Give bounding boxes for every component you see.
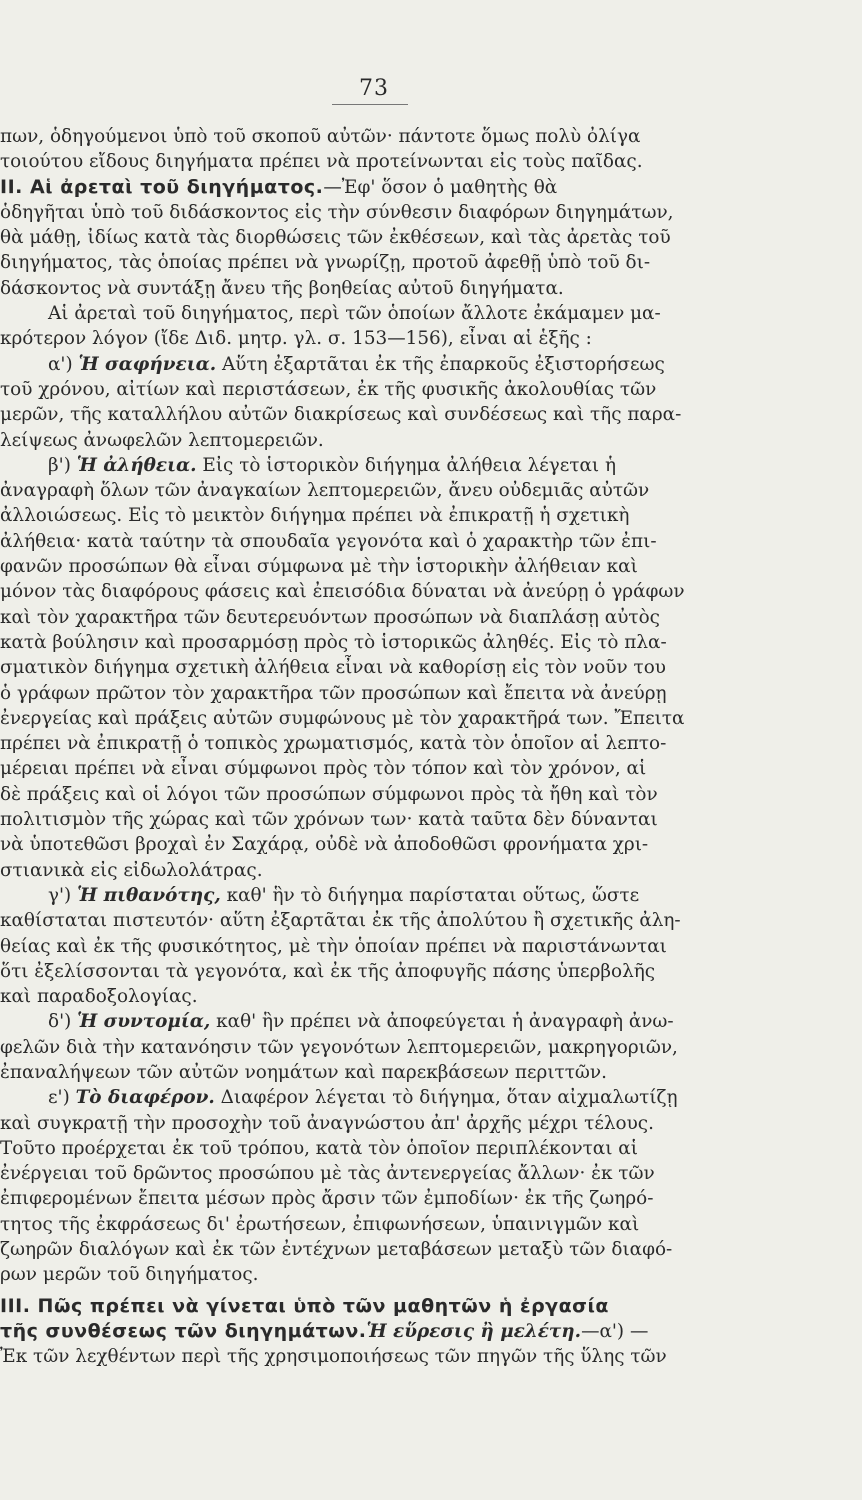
item-marker: β'): [48, 454, 77, 476]
line-text: Τοῦτο προέρχεται ἐκ τοῦ τρόπου, κατὰ τὸν ὁποῖον περιπλέκονται αἱ: [0, 1137, 638, 1159]
text-line: [0, 1111, 852, 1136]
text-line: [0, 756, 852, 781]
line-text: μόνον τὰς διαφόρους φάσεις καὶ ἐπεισόδια δύναται νὰ ἀνεύρῃ ὁ γράφων: [0, 581, 685, 603]
text-line: [0, 1237, 852, 1262]
line-text: φελῶν διὰ τὴν κατανόησιν τῶν γεγονότων λεπτομερειῶν, μακρηγοριῶν,: [0, 1036, 678, 1058]
line-text: διηγήματος, τὰς ὁποίας πρέπει νὰ γνωρίζῃ, προτοῦ ἀφεθῇ ὑπὸ τοῦ δι-: [0, 252, 651, 274]
line-text: δάσκοντος νὰ συντάξῃ ἄνευ τῆς βοηθείας αὐτοῦ διηγήματα.: [0, 277, 564, 299]
text-line: [0, 681, 852, 706]
text-line: [0, 1035, 852, 1060]
text-line: [0, 175, 852, 200]
line-text: καὶ συγκρατῇ τὴν προσοχὴν τοῦ ἀναγνώστου ἀπ' ἀρχῆς μέχρι τέλους.: [0, 1112, 654, 1134]
text-line: [0, 554, 852, 579]
line-text: —Ἐφ' ὅσον ὁ μαθητὴς θὰ: [323, 176, 558, 198]
line-text: φανῶν προσώπων θὰ εἶναι σύμφωνα μὲ τὴν ἱστορικὴν ἀλήθειαν καὶ: [0, 556, 638, 578]
line-text: νὰ ὑποτεθῶσι βροχαὶ ἐν Σαχάρᾳ, οὐδὲ νὰ ἀποδοθῶσι φρονήματα χρι-: [0, 834, 649, 856]
text-line: [0, 1212, 852, 1237]
text-line: [0, 200, 852, 225]
line-text: καθ' ἣν τὸ διήγημα παρίσταται οὕτως, ὥστε: [220, 884, 640, 906]
line-text: καὶ παραδοξολογίας.: [0, 986, 198, 1008]
text-line: [0, 1319, 852, 1344]
line-text: ζωηρῶν διαλόγων καὶ ἐκ τῶν ἐντέχνων μεταβάσεων μεταξὺ τῶν διαφό-: [0, 1239, 673, 1261]
line-text: καὶ τὸν χαρακτῆρα τῶν δευτερευόντων προσώπων νὰ διαπλάσῃ αὐτὸς: [0, 606, 660, 628]
text-line: [0, 1262, 852, 1287]
text-line: [0, 984, 852, 1009]
line-text: Αἱ ἀρεταὶ τοῦ διηγήματος, περὶ τῶν ὁποίων ἄλλοτε ἐκάμαμεν μα-: [48, 303, 661, 325]
line-text-tail: —: [629, 1320, 649, 1342]
line-text: μερῶν, τῆς καταλλήλου αὐτῶν διακρίσεως καὶ συνδέσεως καὶ τῆς παρα-: [0, 404, 682, 426]
body-text: [0, 124, 852, 1370]
line-text: ἐνέργειαι τοῦ δρῶντος προσώπου μὲ τὰς ἀντενεργείας ἄλλων· ἐκ τῶν: [0, 1163, 655, 1185]
text-line: [0, 1060, 852, 1085]
text-line: [0, 731, 852, 756]
item-title: Τὸ διαφέρον.: [75, 1087, 215, 1109]
line-text: Εἰς τὸ ἱστορικὸν διήγημα ἀλήθεια λέγεται ἡ: [196, 454, 616, 476]
item-title: Ἡ σαφήνεια.: [78, 353, 217, 375]
text-line: [0, 352, 852, 377]
line-text: τητος τῆς ἐκφράσεως δι' ἐρωτήσεων, ἐπιφωνήσεων, ὑπαινιγμῶν καὶ: [0, 1213, 640, 1235]
section-heading: ΙΙ. Αἱ ἀρεταὶ τοῦ διηγήματος.: [0, 175, 324, 198]
line-text: θὰ μάθῃ, ἰδίως κατὰ τὰς διορθώσεις τῶν ἐκθέσεων, καὶ τὰς ἀρετὰς τοῦ: [0, 227, 671, 249]
text-line: [0, 883, 852, 908]
line-text: θείας καὶ ἐκ τῆς φυσικότητος, μὲ τὴν ὁποίαν πρέπει νὰ παριστάνωνται: [0, 935, 667, 957]
item-title: Ἡ πιθανότης,: [77, 884, 221, 906]
text-line: [0, 377, 852, 402]
line-text: τοῦ χρόνου, αἰτίων καὶ περιστάσεων, ἐκ τῆς φυσικῆς ἀκολουθίας τῶν: [0, 378, 657, 400]
item-marker: α'): [48, 353, 79, 375]
text-line: [0, 1136, 852, 1161]
text-line: [0, 124, 852, 149]
line-text: δὲ πράξεις καὶ οἱ λόγοι τῶν προσώπων σύμφωνοι πρὸς τὰ ἤθη καὶ τὸν: [0, 783, 658, 805]
item-marker: ε'): [48, 1087, 76, 1109]
text-line: [0, 276, 852, 301]
text-line: [0, 655, 852, 680]
line-text: μέρειαι πρέπει νὰ εἶναι σύμφωνοι πρὸς τὸν τόπον καὶ τὸν χρόνον, αἱ: [0, 758, 647, 780]
line-text: κατὰ βούλησιν καὶ προσαρμόσῃ πρὸς τὸ ἱστορικῶς ἀληθές. Εἰς τὸ πλα-: [0, 631, 667, 653]
page-number-rule: [332, 104, 408, 105]
text-line: [0, 1344, 852, 1369]
text-line: [0, 1186, 852, 1211]
text-line: [0, 579, 852, 604]
section-heading: ΙΙΙ. Πῶς πρέπει νὰ γίνεται ὑπὸ τῶν μαθητῶν ἡ ἐργασία: [0, 1294, 609, 1317]
text-line: [0, 478, 852, 503]
line-text: τοιούτου εἴδους διηγήματα πρέπει νὰ προτείνωνται εἰς τοὺς παῖδας.: [0, 151, 643, 173]
text-line: [0, 453, 852, 478]
item-title: Ἡ συντομία,: [77, 1011, 211, 1033]
line-text: πρέπει νὰ ἐπικρατῇ ὁ τοπικὸς χρωματισμός, κατὰ τὸν ὁποῖον αἱ λεπτο-: [0, 733, 667, 755]
line-text: ὅτι ἐξελίσσονται τὰ γεγονότα, καὶ ἐκ τῆς ἀποφυγῆς πάσης ὑπερβολῆς: [0, 960, 656, 982]
line-text: σματικὸν διήγημα σχετικὴ ἀλήθεια εἶναι νὰ καθορίσῃ εἰς τὸν νοῦν του: [0, 657, 666, 679]
line-text: καθίσταται πιστευτόν· αὕτη ἐξαρτᾶται ἐκ τῆς ἀπολύτου ἢ σχετικῆς ἀλη-: [0, 910, 681, 932]
text-line: [0, 934, 852, 959]
line-text: ρων μερῶν τοῦ διηγήματος.: [0, 1264, 259, 1286]
text-line: [0, 250, 852, 275]
line-text: ὁδηγῆται ὑπὸ τοῦ διδάσκοντος εἰς τὴν σύνθεσιν διαφόρων διηγημάτων,: [0, 201, 674, 223]
line-text: Αὕτη ἐξαρτᾶται ἐκ τῆς ἐπαρκοῦς ἐξιστορήσεως: [216, 353, 665, 375]
text-line: [0, 149, 852, 174]
text-line: [0, 807, 852, 832]
text-line: [0, 630, 852, 655]
text-line: [0, 326, 852, 351]
line-text: ὁ γράφων πρῶτον τὸν χαρακτῆρα τῶν προσώπων καὶ ἔπειτα νὰ ἀνεύρῃ: [0, 682, 667, 704]
line-text: Διαφέρον λέγεται τὸ διήγημα, ὅταν αἰχμαλωτίζῃ: [214, 1087, 678, 1109]
line-text: —α'): [581, 1320, 630, 1342]
line-text: ἀναγραφὴ ὅλων τῶν ἀναγκαίων λεπτομερειῶν, ἄνευ οὐδεμιᾶς αὐτῶν: [0, 480, 650, 502]
text-line: [0, 225, 852, 250]
item-marker: δ'): [48, 1011, 78, 1033]
text-line: [0, 1161, 852, 1186]
text-line: [0, 503, 852, 528]
line-text: ἀλήθεια· κατὰ ταύτην τὰ σπουδαῖα γεγονότα καὶ ὁ χαρακτὴρ τῶν ἐπι-: [0, 530, 657, 552]
text-line: [0, 782, 852, 807]
text-line: [0, 832, 852, 857]
text-line: [0, 959, 852, 984]
line-text: ἐνεργείας καὶ πράξεις αὐτῶν συμφώνους μὲ τὸν χαρακτῆρά των. Ἔπειτα: [0, 707, 685, 729]
text-line: [0, 605, 852, 630]
line-text: ἐπιφερομένων ἔπειτα μέσων πρὸς ἄρσιν τῶν ἐμποδίων· ἐκ τῆς ζωηρό-: [0, 1188, 654, 1210]
text-line: [0, 1294, 852, 1319]
line-text: πων, ὁδηγούμενοι ὑπὸ τοῦ σκοποῦ αὐτῶν· πάντοτε ὅμως πολὺ ὀλίγα: [0, 126, 641, 147]
line-text: ἀλλοιώσεως. Εἰς τὸ μεικτὸν διήγημα πρέπει νὰ ἐπικρατῇ ἡ σχετικὴ: [0, 505, 630, 527]
text-line: [0, 706, 852, 731]
line-text: στιανικὰ εἰς εἰδωλολάτρας.: [0, 859, 263, 881]
line-text: καθ' ἣν πρέπει νὰ ἀποφεύγεται ἡ ἀναγραφὴ ἀνω-: [210, 1011, 674, 1033]
text-line: [0, 428, 852, 453]
item-title: Ἡ ἀλήθεια.: [76, 454, 197, 476]
line-text: πολιτισμὸν τῆς χώρας καὶ τῶν χρόνων των· κατὰ ταῦτα δὲν δύνανται: [0, 809, 658, 831]
text-line: [0, 1085, 852, 1110]
line-text: λείψεως ἀνωφελῶν λεπτομερειῶν.: [0, 429, 324, 451]
text-line: [0, 908, 852, 933]
text-line: [0, 529, 852, 554]
line-text: Ἐκ τῶν λεχθέντων περὶ τῆς χρησιμοποιήσεως τῶν πηγῶν τῆς ὕλης τῶν: [0, 1346, 667, 1368]
line-text: ἐπαναλήψεων τῶν αὐτῶν νοημάτων καὶ παρεκβάσεων περιττῶν.: [0, 1061, 607, 1083]
section-heading: τῆς συνθέσεως τῶν διηγημάτων.: [0, 1319, 367, 1342]
line-text: κρότερον λόγον (ἴδε Διδ. μητρ. γλ. σ. 153—156), εἶναι αἱ ἑξῆς :: [0, 328, 592, 350]
item-title: Ἡ εὕρεσις ἢ μελέτη.: [366, 1320, 582, 1342]
text-line: [0, 1009, 852, 1034]
text-line: [0, 858, 852, 883]
text-line: [0, 301, 852, 326]
text-line: [0, 402, 852, 427]
page-number: 73: [359, 76, 389, 101]
item-marker: γ'): [48, 884, 78, 906]
